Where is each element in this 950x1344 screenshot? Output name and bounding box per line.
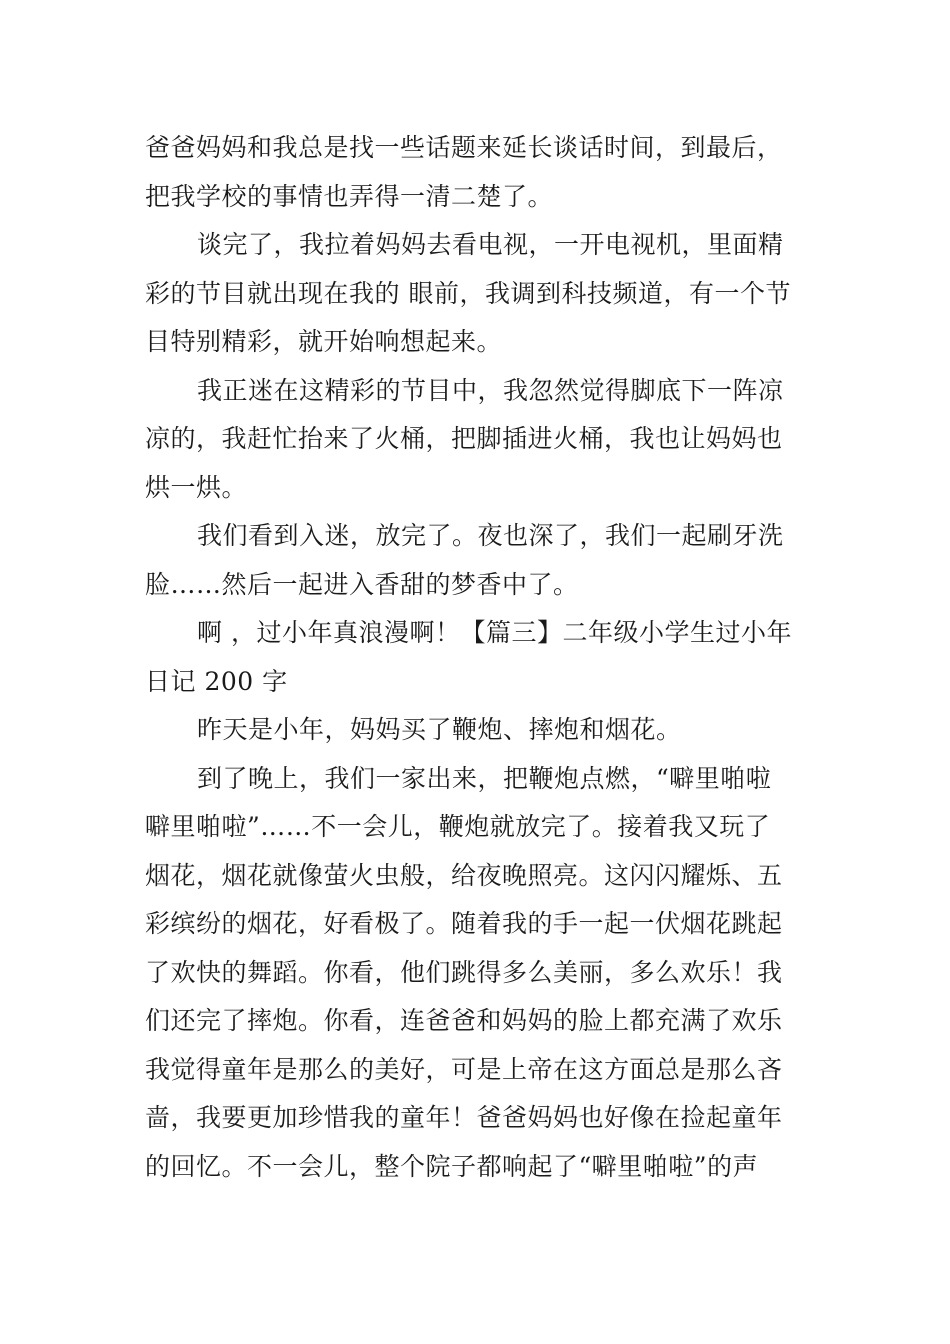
text-line: 爸爸妈妈和我总是找一些话题来延长谈话时间，到最后， bbox=[145, 133, 783, 162]
text-line: 目特别精彩，就开始响想起来。 bbox=[145, 327, 503, 356]
text-line: 昨天是小年，妈妈买了鞭炮、摔炮和烟花。 bbox=[197, 715, 682, 744]
text-line: 我正迷在这精彩的节目中，我忽然觉得脚底下一阵凉 bbox=[197, 375, 784, 405]
text-line: 脸……然后一起进入香甜的梦香中了。 bbox=[145, 569, 579, 599]
text-line: 了欢快的舞蹈。你看，他们跳得多么美丽，多么欢乐！我 bbox=[145, 957, 783, 987]
text-line: 把我学校的事情也弄得一清二楚了。 bbox=[145, 181, 554, 211]
text-line: 烘一烘。 bbox=[145, 472, 248, 502]
document-body bbox=[145, 124, 807, 1191]
text-line: 到了晚上，我们一家出来，把鞭炮点燃，“噼里啪啦 bbox=[197, 763, 772, 793]
text-line: 啊 ，过小年真浪漫啊！【篇三】二年级小学生过小年 bbox=[197, 618, 792, 647]
text-line: 们还完了摔炮。你看，连爸爸和妈妈的脸上都充满了欢乐 bbox=[145, 1006, 783, 1035]
text-line: 噼里啪啦”……不一会儿，鞭炮就放完了。接着我又玩了 bbox=[145, 812, 771, 841]
text-line: 的回忆。不一会儿，整个院子都响起了“噼里啪啦”的声 bbox=[145, 1151, 759, 1181]
text-line: 烟花，烟花就像萤火虫般，给夜晚照亮。这闪闪耀烁、五 bbox=[145, 860, 783, 890]
text-line: 啬，我要更加珍惜我的童年！爸爸妈妈也好像在捡起童年 bbox=[145, 1103, 783, 1132]
text-line: 谈完了，我拉着妈妈去看电视，一开电视机，里面精 bbox=[197, 230, 784, 259]
text-line: 凉的，我赶忙抬来了火桶，把脚插进火桶，我也让妈妈也 bbox=[145, 424, 783, 453]
text-line: 我们看到入迷，放完了。夜也深了，我们一起刷牙洗 bbox=[197, 521, 784, 550]
text-line: 彩缤纷的烟花，好看极了。随着我的手一起一伏烟花跳起 bbox=[145, 909, 783, 938]
text-line: 我觉得童年是那么的美好，可是上帝在这方面总是那么吝 bbox=[145, 1054, 783, 1084]
text-line: 彩的节目就出现在我的 眼前，我调到科技频道，有一个节 bbox=[145, 278, 791, 308]
text-line: 日记 200 字 bbox=[145, 666, 288, 696]
